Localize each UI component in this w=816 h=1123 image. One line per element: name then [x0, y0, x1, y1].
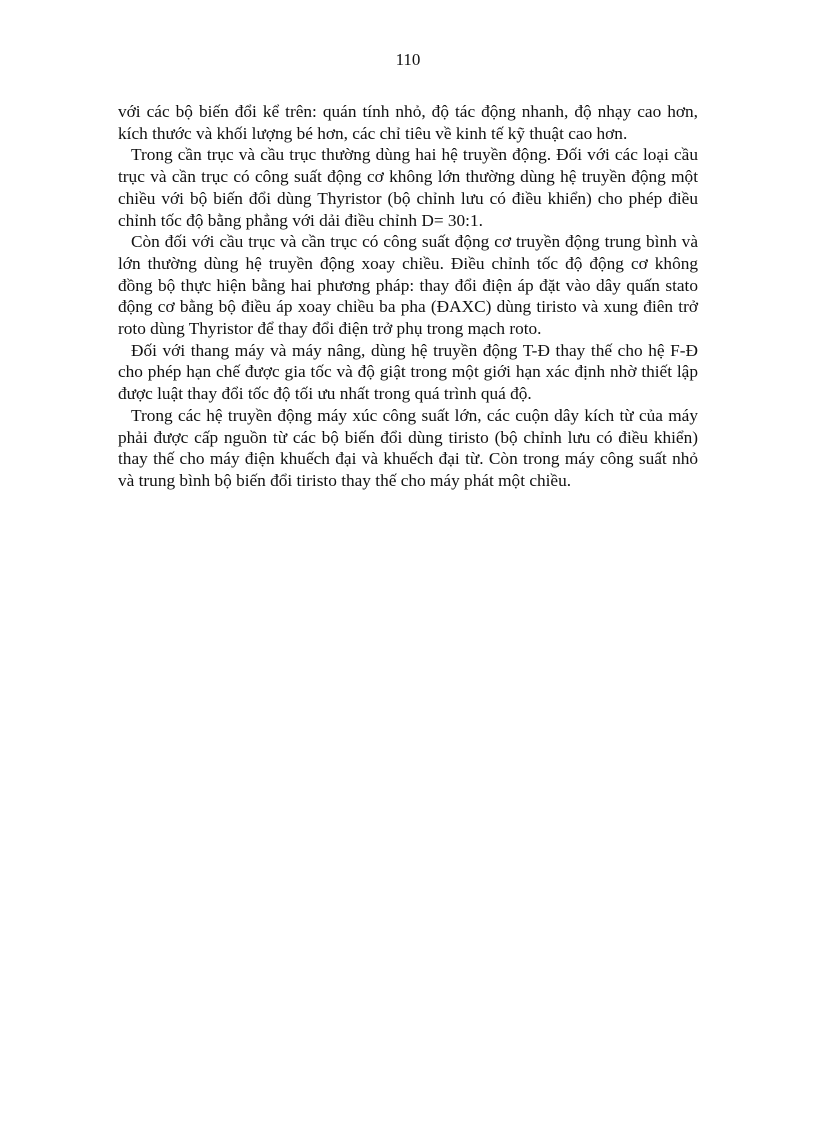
page-number: 110	[395, 50, 421, 69]
paragraph-1: với các bộ biến đổi kể trên: quán tính nhỏ, độ tác động nhanh, độ nhạy cao hơn, kích thước và khối lượng bé hơn, các chỉ tiêu về kinh tế kỹ thuật cao hơn.	[118, 102, 698, 143]
paragraph-3: Còn đối với cầu trục và cần trục có công suất động cơ truyền động trung bình và lớn thường dùng hệ truyền động xoay chiều. Điều chỉnh tốc độ động cơ không đồng bộ thực hiện bằng hai phương pháp: thay đổi điện áp đặt vào dây quấn stato động cơ bằng bộ điều áp xoay chiều ba pha (ĐAXC) dùng tiristo và xung điên trở roto dùng Thyristor để thay đổi điện trở phụ trong mạch roto.	[118, 232, 698, 339]
paragraph-2: Trong cần trục và cầu trục thường dùng hai hệ truyền động. Đối với các loại cầu trục và cần trục có công suất động cơ không lớn thường dùng hệ truyền động một chiều với bộ biến đổi dùng Thyristor (bộ chỉnh lưu có điều khiển) cho phép điều chỉnh tốc độ bằng phẳng với dải điều chỉnh D= 30:1.	[118, 145, 698, 230]
document-body	[118, 101, 698, 492]
paragraph-5: Trong các hệ truyền động máy xúc công suất lớn, các cuộn dây kích từ của máy phải được cấp nguồn từ các bộ biến đổi dùng tiristo (bộ chỉnh lưu có điều khiển) thay thế cho máy điện khuếch đại và khuếch đại từ. Còn trong máy công suất nhỏ và trung bình bộ biến đổi tiristo thay thế cho máy phát một chiều.	[118, 405, 698, 490]
paragraph-4: Đối với thang máy và máy nâng, dùng hệ truyền động T-Đ thay thế cho hệ F-Đ cho phép hạn chế được gia tốc và độ giật trong một giới hạn xác định nhờ thiết lập được luật thay đổi tốc độ tối ưu nhất trong quá trình quá độ.	[118, 340, 698, 404]
